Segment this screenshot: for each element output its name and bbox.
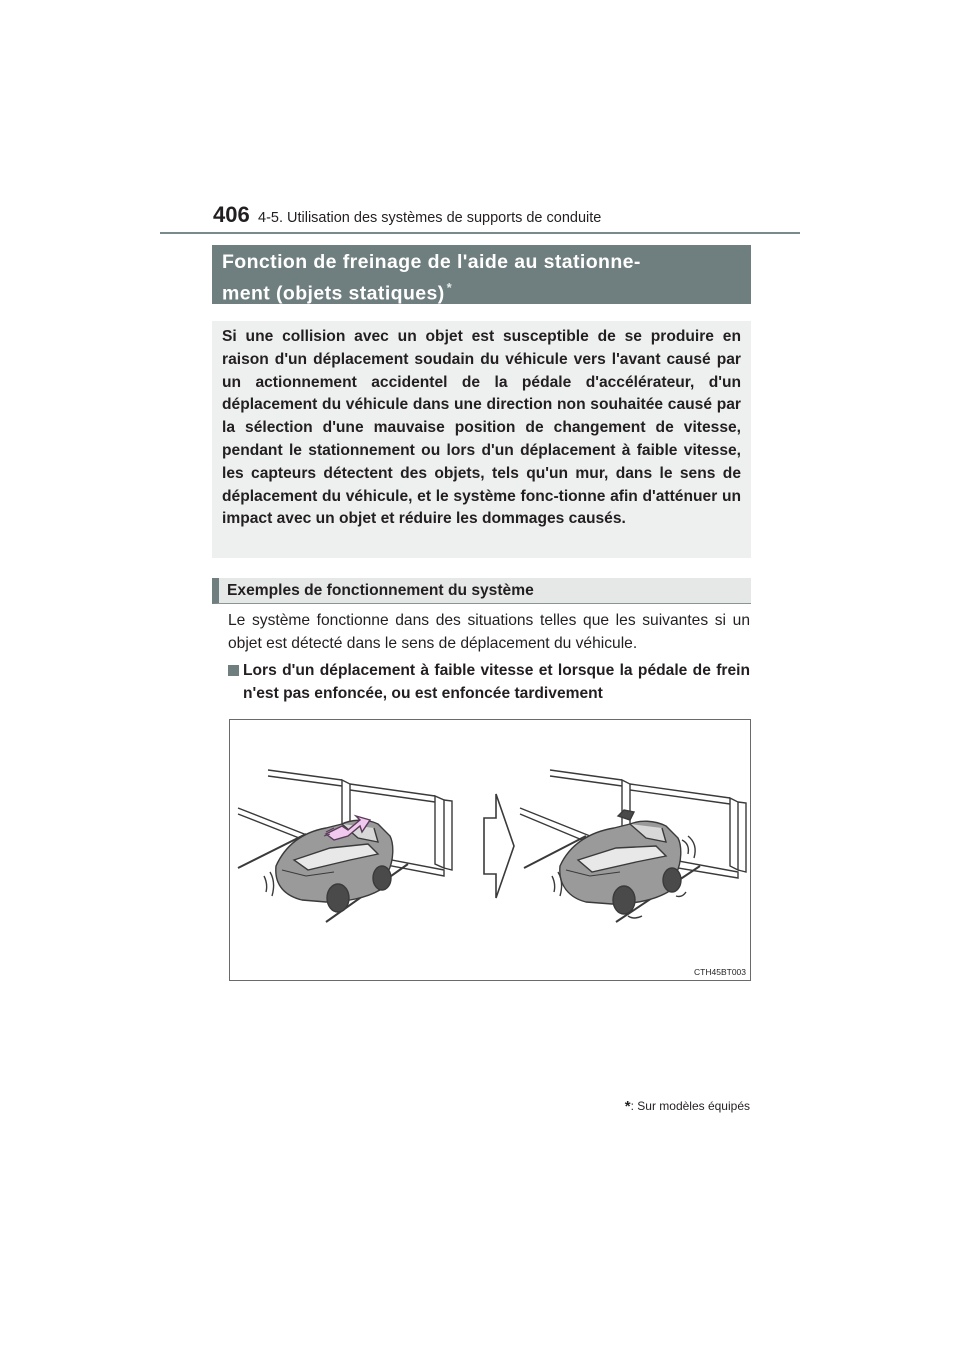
asterisk-icon: *	[624, 1098, 631, 1115]
page-number: 406	[213, 202, 250, 227]
square-bullet-icon	[228, 665, 239, 676]
section-title-line2-text: ment (objets statiques)	[222, 282, 445, 305]
header-rule	[160, 232, 800, 234]
subsection-heading	[212, 578, 751, 604]
subsection-title: Exemples de fonctionnement du système	[227, 582, 534, 599]
right-car	[552, 810, 695, 918]
section-title-bar	[212, 245, 751, 304]
section-title-line2	[222, 275, 741, 307]
section-title-line1: Fonction de freinage de l'aide au stationne-	[222, 251, 641, 273]
footnote	[625, 1098, 750, 1115]
chapter-heading: 4-5. Utilisation des systèmes de supports de conduite	[258, 210, 602, 226]
illustration-frame	[229, 719, 751, 981]
intro-box	[212, 321, 751, 558]
footnote-text: : Sur modèles équipés	[630, 1099, 750, 1113]
equipped-marker-icon: *	[446, 280, 453, 295]
parking-illustration	[230, 720, 752, 982]
bullet-text: Lors d'un déplacement à faible vitesse et lorsque la pédale de frein n'est pas enfoncée, ou est enfoncée tardivement	[243, 662, 750, 702]
figure-code: CTH45BT003	[694, 967, 746, 977]
transition-arrow-icon	[484, 794, 514, 898]
bullet-item	[228, 660, 750, 705]
subsection-text: Le système fonctionne dans des situations telles que les suivantes si un objet est détecté dans le sens de déplacement du véhicule.	[228, 612, 750, 652]
intro-text: Si une collision avec un objet est susceptible de se produire en raison d'un déplacement soudain du véhicule vers l'avant causé par un actionnement accidentel de la pédale d'accélérateur, d'un déplacement du véhicule dans une direction non souhaitée causé par la sélection d'une mauvaise position de changement de vitesse, pendant le stationnement ou lors d'un déplacement à faible vitesse, les capteurs détectent des objets, tels qu'un mur, dans le sens de déplacement du véhicule, et le système fonc-tionne afin d'atténuer un impact avec un objet et réduire les dommages causés.	[222, 328, 741, 528]
